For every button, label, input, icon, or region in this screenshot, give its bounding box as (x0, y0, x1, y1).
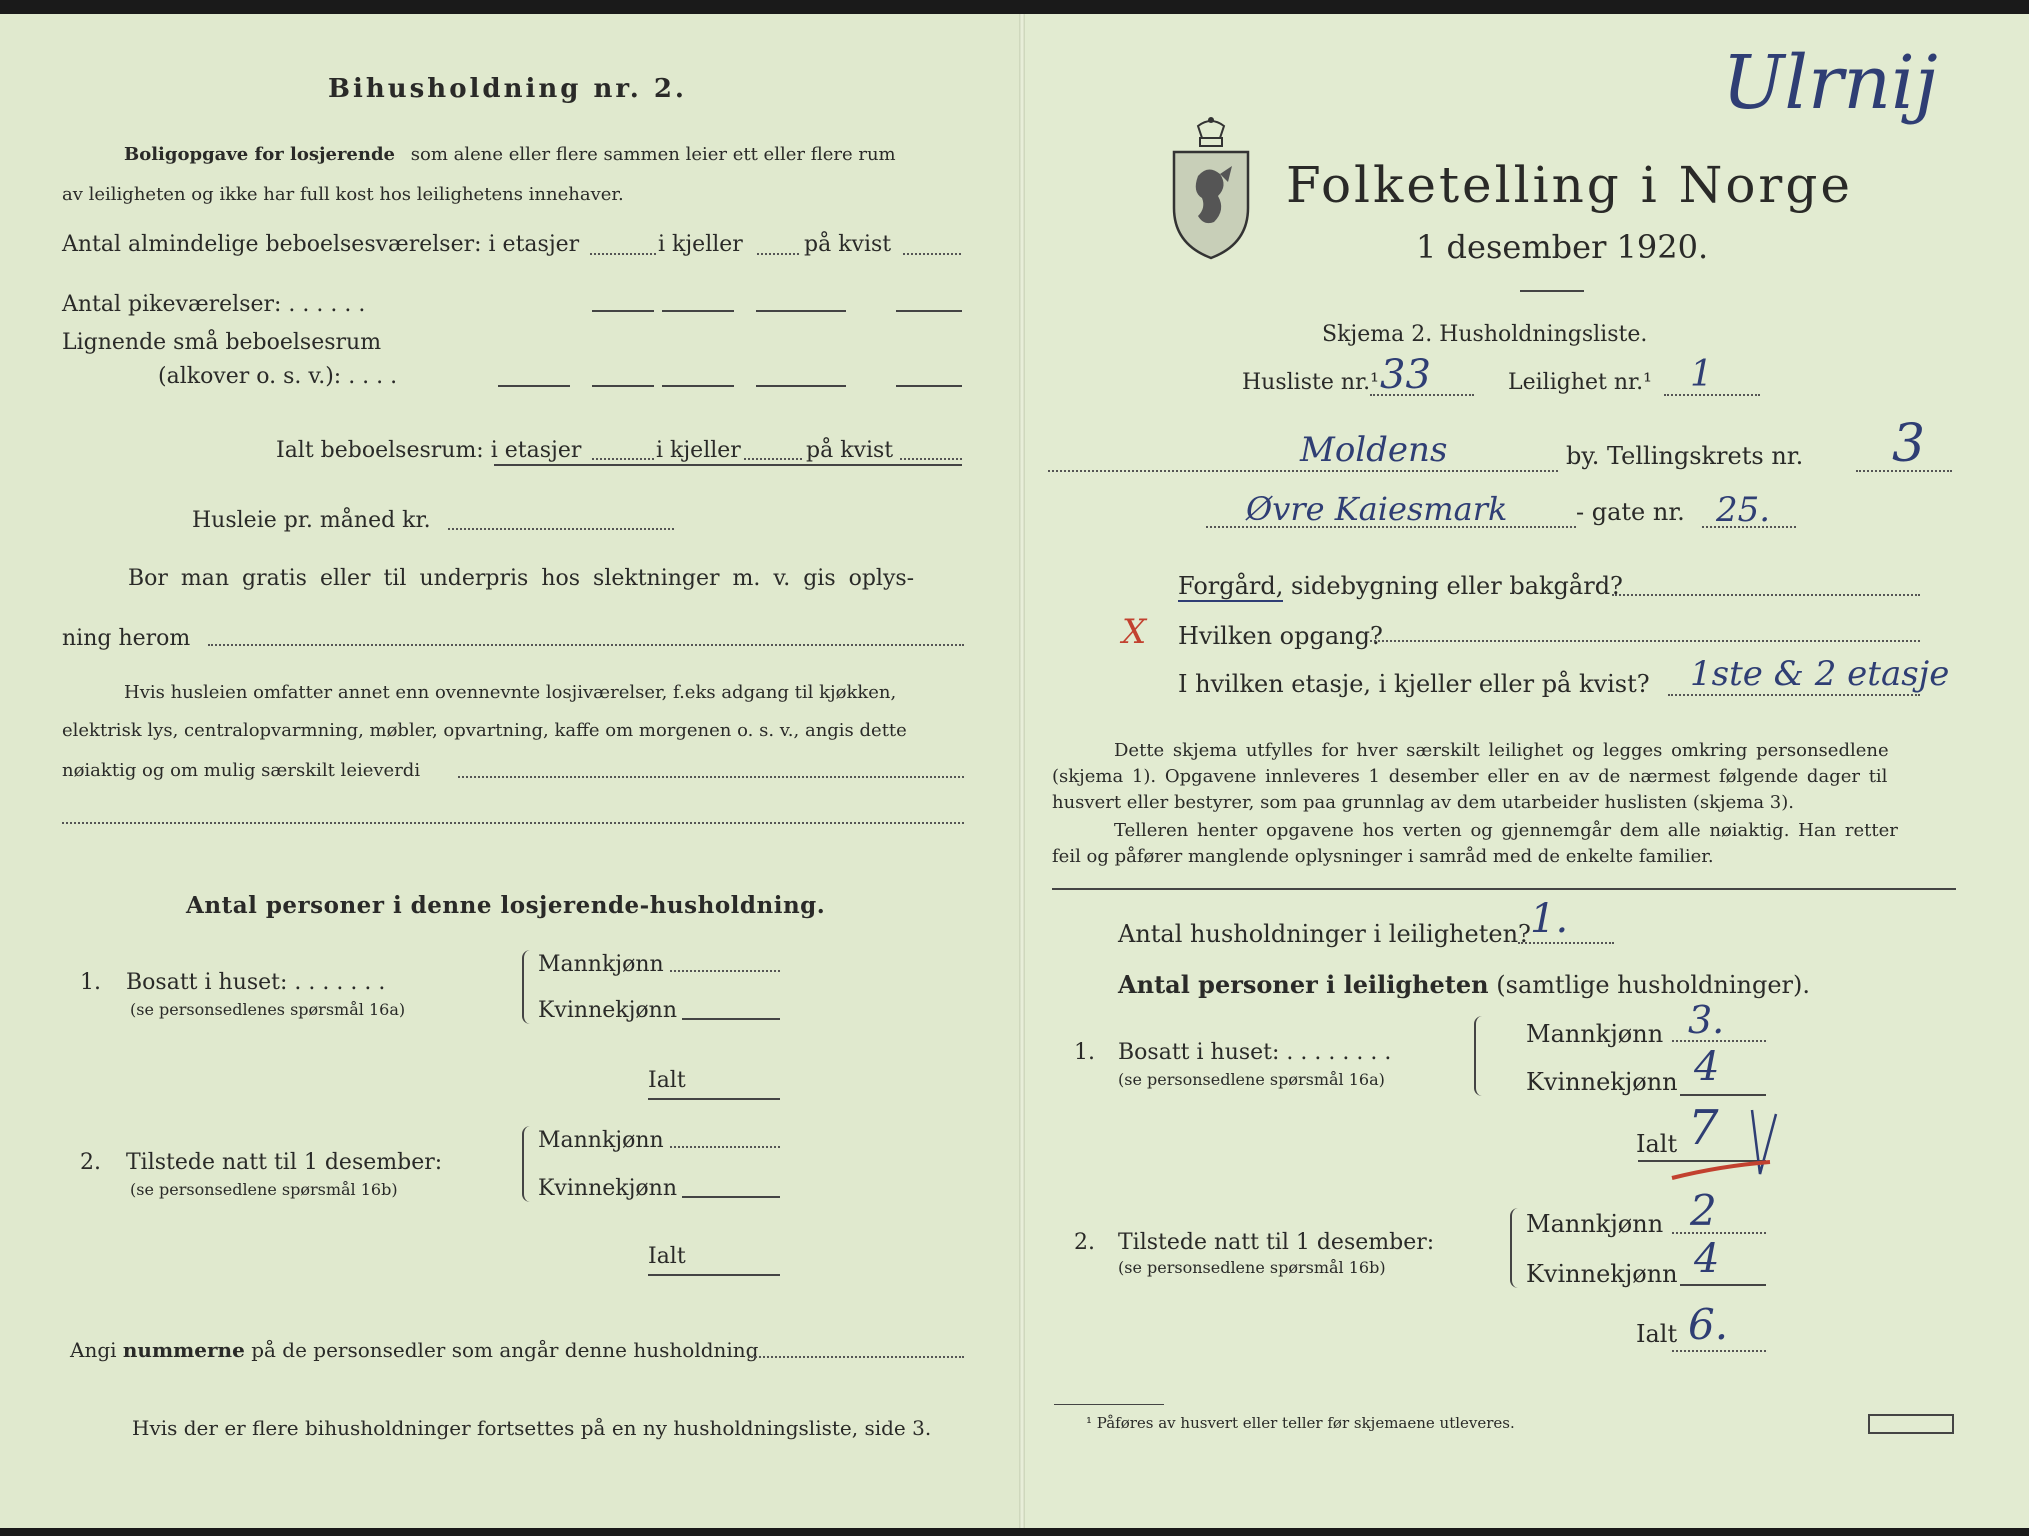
by-label: by. Tellingskrets nr. (1566, 442, 1804, 470)
angi-nummerne: nummerne (122, 1338, 245, 1362)
by-value: Moldens (1300, 430, 1448, 470)
opgang-field[interactable] (1370, 640, 1920, 642)
leilighet-field[interactable] (1664, 394, 1760, 396)
right-q1-sub: (se personsedlene spørsmål 16a) (1118, 1070, 1385, 1089)
right-q1-kvinne: Kvinnekjønn (1526, 1068, 1678, 1096)
ialt-rum-label: Ialt beboelsesrum: i etasjer (276, 438, 582, 463)
ialt-kjeller-field[interactable] (744, 458, 802, 460)
left-q2-sub: (se personsedlene spørsmål 16b) (130, 1180, 398, 1199)
pike-etasjer-field[interactable] (592, 310, 654, 312)
lign-field-e[interactable] (896, 385, 962, 387)
left-q2-label: Tilstede natt til 1 desember: (126, 1150, 443, 1175)
opgang-label: Hvilken opgang? (1178, 622, 1383, 650)
husliste-value: 33 (1380, 352, 1431, 398)
right-date: 1 desember 1920. (1416, 228, 1709, 266)
right-q1-kvinne-value: 4 (1694, 1044, 1720, 1090)
dette-rule (1052, 888, 1956, 890)
forgard-rest: sidebygning eller bakgård? (1291, 572, 1623, 600)
right-q1-ialt-value: 7 (1688, 1100, 1719, 1156)
title-rule (1520, 290, 1584, 292)
hvis-line-2: elektrisk lys, centralopvarmning, møbler, opvartning, kaffe om morgenen o. s. v., angis dette (62, 720, 907, 741)
dette-line-1: Dette skjema utfylles for hver særskilt leilighet og legges omkring personsedlene (1114, 740, 1889, 761)
right-q2-mann: Mannkjønn (1526, 1210, 1664, 1238)
left-q1-sub: (se personsedlenes spørsmål 16a) (130, 1000, 406, 1019)
antal-hush-label: Antal husholdninger i leiligheten? (1118, 920, 1531, 948)
husleie-field[interactable] (448, 528, 674, 530)
dette-line-2: (skjema 1). Opgavene innleveres 1 desember eller en av de nærmest følgende dager til (1052, 766, 1888, 787)
left-q1-mann: Mannkjønn (538, 952, 664, 977)
ialt-underline (494, 464, 962, 466)
intro-rest: som alene eller flere sammen leier ett eller flere rum (410, 144, 896, 165)
gratis-line-1: Bor man gratis eller til underpris hos slektninger m. v. gis oplys- (128, 566, 915, 591)
left-q2-ialt: Ialt (648, 1244, 686, 1269)
left-q2-mann-field[interactable] (670, 1146, 780, 1148)
rooms-kvist: på kvist (804, 232, 892, 257)
lign-label-2: (alkover o. s. v.): . . . . (158, 364, 398, 389)
rooms-kjeller: i kjeller (658, 232, 743, 257)
angi-rest: på de personsedler som angår denne husholdning (251, 1338, 759, 1362)
forgard-underlined: Forgård, (1178, 572, 1284, 600)
left-q1-label: Bosatt i huset: . . . . . . . (126, 970, 386, 995)
rooms-kvist-field[interactable] (903, 253, 961, 255)
right-q2-mann-value: 2 (1690, 1186, 1717, 1235)
gratis-field[interactable] (208, 644, 964, 646)
footnote: ¹ Påføres av husvert eller teller før skjemaene utleveres. (1086, 1414, 1515, 1432)
by-field[interactable] (1048, 470, 1558, 472)
gate-value: Øvre Kaiesmark (1246, 490, 1508, 528)
intro-bold: Boligopgave for losjerende (124, 144, 396, 165)
left-footer: Hvis der er flere bihusholdninger fortsettes på en ny husholdningsliste, side 3. (132, 1416, 932, 1440)
left-q1-kvinne-field[interactable] (682, 1018, 780, 1020)
right-q2-kvinne-field[interactable] (1680, 1284, 1766, 1286)
left-q1-ialt: Ialt (648, 1068, 686, 1093)
skjema-label: Skjema 2. Husholdningsliste. (1322, 322, 1648, 347)
hvis-line-3: nøiaktig og om mulig særskilt leieverdi (62, 760, 421, 781)
left-q1-brace (522, 950, 534, 1024)
right-q2-sub: (se personsedlene spørsmål 16b) (1118, 1258, 1386, 1277)
etasje-field[interactable] (1668, 694, 1920, 696)
footnote-rule (1054, 1404, 1164, 1405)
gate-label: - gate nr. (1576, 498, 1685, 526)
ialt-kvist: på kvist (806, 438, 894, 463)
right-q2-ialt-field[interactable] (1672, 1350, 1766, 1352)
left-q2-brace (522, 1126, 534, 1202)
left-q2-kvinne-field[interactable] (682, 1196, 780, 1198)
left-title: Bihusholdning nr. 2. (328, 74, 687, 104)
right-q1-label: Bosatt i huset: . . . . . . . . (1118, 1040, 1392, 1065)
lign-field-d[interactable] (756, 385, 846, 387)
left-q2-mann: Mannkjønn (538, 1128, 664, 1153)
left-q1-ialt-field[interactable] (648, 1098, 780, 1100)
x-mark: X (1122, 612, 1147, 652)
right-q1-num: 1. (1074, 1040, 1095, 1065)
coat-of-arms-icon (1168, 116, 1254, 262)
husliste-field[interactable] (1370, 394, 1474, 396)
hvis-line-1: Hvis husleien omfatter annet enn ovennevnte losjiværelser, f.eks adgang til kjøkken, (124, 682, 897, 703)
intro-line-2: av leiligheten og ikke har full kost hos leilighetens innehaver. (62, 184, 624, 205)
dette-line-4: Telleren henter opgavene hos verten og gjennemgår dem alle nøiaktig. Han retter (1114, 820, 1898, 841)
signature: Ulrnij (1722, 40, 1938, 126)
right-q2-num: 2. (1074, 1230, 1095, 1255)
left-q2-kvinne: Kvinnekjønn (538, 1176, 677, 1201)
antal-hush-value: 1. (1530, 896, 1569, 942)
gratis-line-2: ning herom (62, 626, 191, 651)
ialt-kvist-field[interactable] (900, 458, 962, 460)
left-q2-num: 2. (80, 1150, 101, 1175)
gatenr-field[interactable] (1702, 526, 1796, 528)
antal-pers-line (1118, 970, 1810, 999)
printer-stamp (1868, 1414, 1954, 1434)
gate-field[interactable] (1206, 526, 1576, 528)
leilighet-label: Leilighet nr.¹ (1508, 370, 1652, 395)
right-q2-label: Tilstede natt til 1 desember: (1118, 1230, 1435, 1255)
husleie-label: Husleie pr. måned kr. (192, 508, 431, 533)
lign-field-c[interactable] (662, 385, 734, 387)
antal-pers-bold: Antal personer i leiligheten (1118, 970, 1489, 999)
antal-title: Antal personer i denne losjerende-husholdning. (186, 892, 826, 919)
lign-field-a[interactable] (498, 385, 570, 387)
right-q2-kvinne-value: 4 (1694, 1236, 1720, 1282)
krets-field[interactable] (1856, 470, 1952, 472)
forgard-field[interactable] (1612, 594, 1920, 596)
right-q1-mann-field[interactable] (1672, 1040, 1766, 1042)
dette-line-3: husvert eller bestyrer, som paa grunnlag av dem utarbeider huslisten (skjema 3). (1052, 792, 1794, 813)
pike-extra-field[interactable] (896, 310, 962, 312)
left-q1-num: 1. (80, 970, 101, 995)
right-q1-mann-value: 3. (1688, 998, 1725, 1042)
forgard-line (1178, 572, 1623, 600)
lign-label-1: Lignende små beboelsesrum (62, 330, 382, 355)
right-q2-brace (1510, 1208, 1522, 1288)
page-fold (1019, 14, 1025, 1528)
angi-line (70, 1338, 758, 1362)
left-q1-mann-field[interactable] (670, 970, 780, 972)
leieverdi-field[interactable] (458, 776, 964, 778)
angi-word: Angi (70, 1338, 117, 1362)
rooms-label: Antal almindelige beboelsesværelser: i etasjer (62, 232, 580, 257)
antal-hush-field[interactable] (1518, 942, 1614, 944)
right-q2-ialt-value: 6. (1688, 1300, 1729, 1349)
pike-kvist-field[interactable] (756, 310, 846, 312)
lign-field-b[interactable] (592, 385, 654, 387)
pike-label: Antal pikeværelser: . . . . . . (62, 292, 366, 317)
leilighet-value: 1 (1690, 354, 1713, 395)
right-q1-ialt: Ialt (1636, 1130, 1678, 1158)
gatenr-value: 25. (1716, 490, 1771, 530)
check-marks-icon (1660, 1070, 1780, 1180)
left-q2-ialt-field[interactable] (648, 1274, 780, 1276)
ialt-kjeller: i kjeller (656, 438, 741, 463)
ialt-etasjer-field[interactable] (592, 458, 654, 460)
etasje-value: 1ste & 2 etasje (1690, 654, 1950, 694)
intro-line-1 (124, 144, 896, 165)
rooms-kjeller-field[interactable] (757, 253, 799, 255)
right-q2-kvinne: Kvinnekjønn (1526, 1260, 1678, 1288)
rooms-etasjer-field[interactable] (590, 253, 656, 255)
right-q1-brace (1474, 1016, 1486, 1096)
angi-field[interactable] (748, 1356, 964, 1358)
husliste-label: Husliste nr.¹ (1242, 370, 1379, 395)
right-title: Folketelling i Norge (1286, 156, 1853, 214)
left-q1-kvinne: Kvinnekjønn (538, 998, 677, 1023)
etasje-label: I hvilken etasje, i kjeller eller på kvist? (1178, 670, 1650, 698)
antal-pers-rest: (samtlige husholdninger). (1496, 971, 1811, 999)
right-q2-ialt: Ialt (1636, 1320, 1678, 1348)
right-q2-mann-field[interactable] (1672, 1232, 1766, 1234)
pike-kjeller-field[interactable] (662, 310, 734, 312)
right-q1-mann: Mannkjønn (1526, 1020, 1664, 1048)
krets-value: 3 (1892, 414, 1926, 474)
dette-line-5: feil og påfører manglende oplysninger i samråd med de enkelte familier. (1052, 846, 1714, 867)
leieverdi-field-2[interactable] (62, 822, 964, 824)
